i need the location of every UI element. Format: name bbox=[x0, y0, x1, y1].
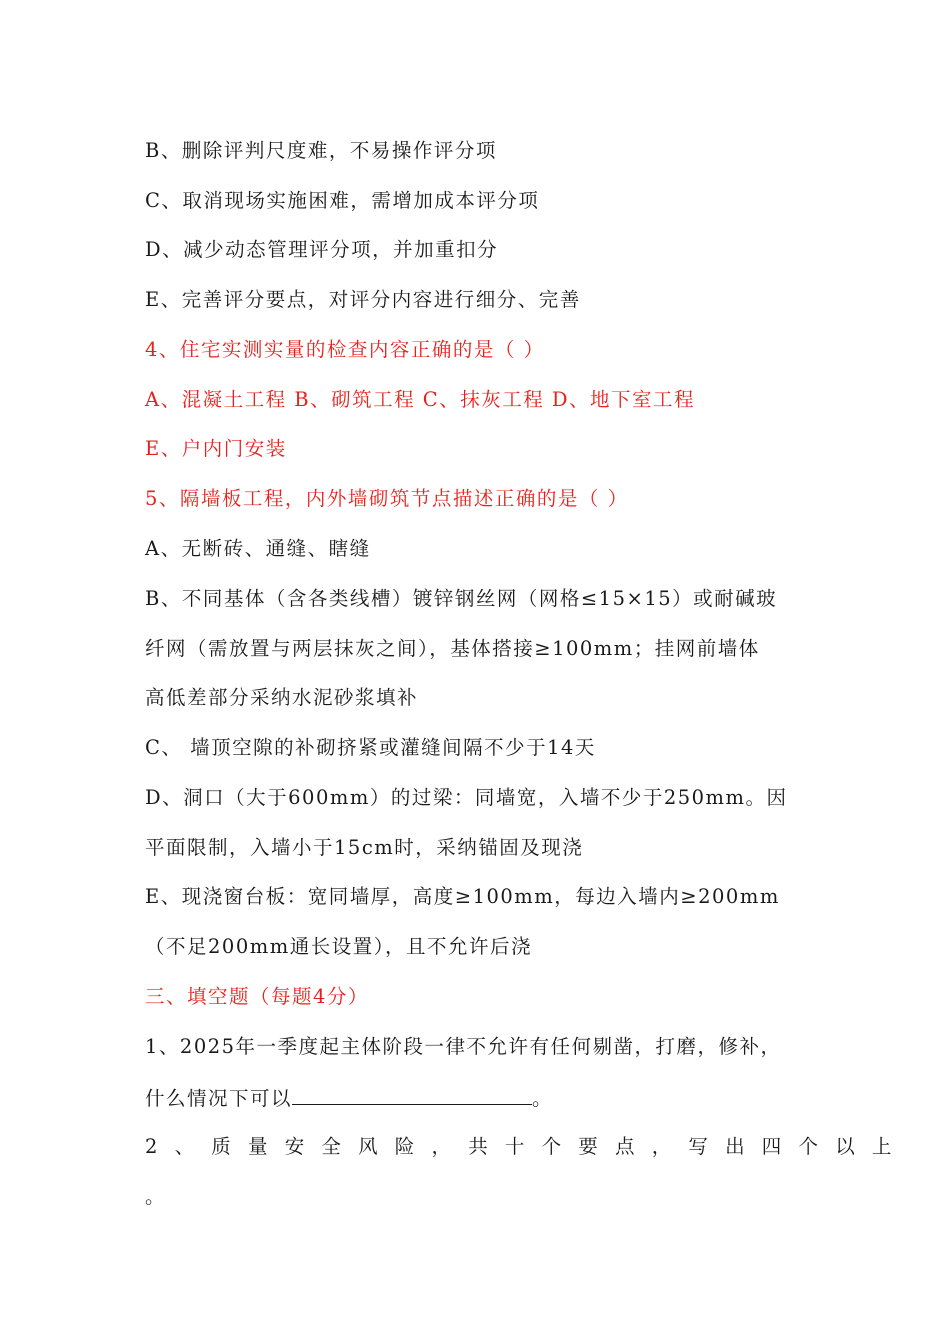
fill-question-1-text: 什么情况下可以 bbox=[145, 1087, 293, 1110]
fill-question-2-text: 2、质量安全风险，共十个要点，写出四个以上 bbox=[145, 1135, 909, 1158]
option-b-q5-line3: 高低差部分采纳水泥砂浆填补 bbox=[145, 686, 419, 709]
option-d-q3: D、减少动态管理评分项，并加重扣分 bbox=[145, 238, 499, 261]
fill-question-1-line2 bbox=[145, 1084, 810, 1112]
question-4-option-e: E、户内门安装 bbox=[145, 437, 287, 460]
fill-question-2-line2: 。 bbox=[145, 1185, 167, 1208]
option-c-q3: C、取消现场实施困难，需增加成本评分项 bbox=[145, 189, 540, 212]
option-d-q5-line1: D、洞口（大于600mm）的过梁：同墙宽，入墙不少于250mm。因 bbox=[145, 786, 788, 809]
question-4-options-a-d: A、混凝土工程 B、砌筑工程 C、抹灰工程 D、地下室工程 bbox=[145, 388, 696, 411]
option-b-q5-line1: B、不同基体（含各类线槽）镀锌钢丝网（网格≤15×15）或耐碱玻 bbox=[145, 587, 778, 610]
answer-blank-1[interactable] bbox=[292, 1084, 532, 1105]
question-5: 5、隔墙板工程，内外墙砌筑节点描述正确的是（ ） bbox=[145, 487, 629, 510]
option-b-q3: B、删除评判尺度难，不易操作评分项 bbox=[145, 139, 497, 162]
question-4: 4、住宅实测实量的检查内容正确的是（ ） bbox=[145, 338, 545, 361]
option-a-q5: A、无断砖、通缝、瞎缝 bbox=[145, 537, 371, 560]
option-e-q3: E、完善评分要点，对评分内容进行细分、完善 bbox=[145, 288, 581, 311]
fill-question-1-period: 。 bbox=[532, 1087, 554, 1110]
option-b-q5-line2: 纤网（需放置与两层抹灰之间），基体搭接≥100mm；挂网前墙体 bbox=[145, 637, 760, 660]
fill-question-2-line1 bbox=[145, 1134, 909, 1160]
option-d-q5-line2: 平面限制，入墙小于15cm时，采纳锚固及现浇 bbox=[145, 836, 584, 859]
fill-question-1-line1: 1、2025年一季度起主体阶段一律不允许有任何剔凿，打磨，修补， bbox=[145, 1035, 782, 1058]
section-heading-fill-in: 三、填空题（每题4分） bbox=[145, 985, 369, 1008]
option-e-q5-line1: E、现浇窗台板：宽同墙厚，高度≥100mm，每边入墙内≥200mm bbox=[145, 885, 780, 908]
option-c-q5: C、 墙顶空隙的补砌挤紧或灌缝间隔不少于14天 bbox=[145, 736, 596, 759]
option-e-q5-line2: （不足200mm通长设置），且不允许后浇 bbox=[145, 935, 532, 958]
